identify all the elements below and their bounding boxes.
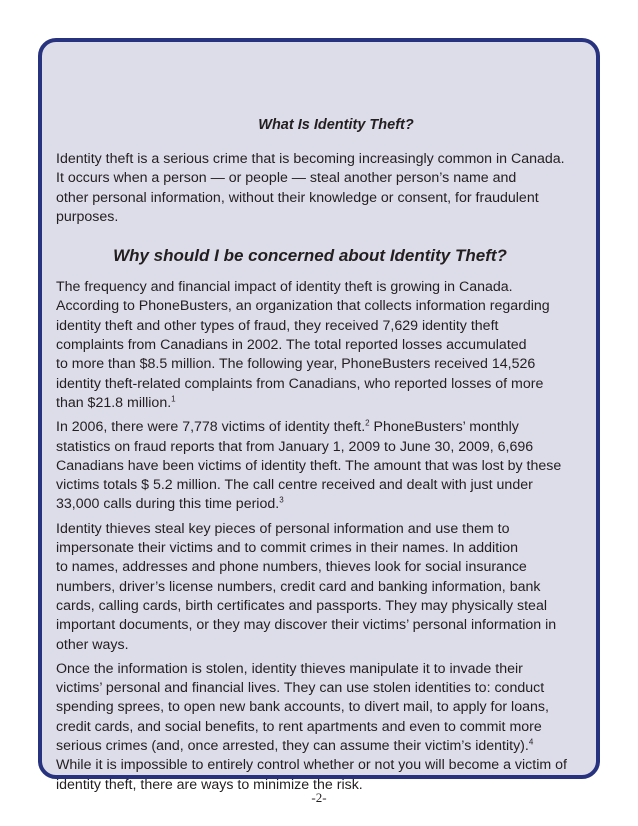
paragraph-text: Identity thieves steal key pieces of personal information and use them to impersonate their victims and to commit crimes in their names. In addition to names, addresses and phone numbers, thieves look for social insurance numbers, driver’s license numbers, credit card and banking information, bank cards, calling cards, birth certificates and passports. They may physically steal important documents, or they may discover their victims’ personal information in other ways. [56,520,557,653]
footnote-marker: 4 [528,737,534,747]
footnote-marker: 3 [279,495,284,505]
paragraph-text: While it is impossible to entirely control whether or not you will become a victim of identity theft, there are ways to minimize the risk. [56,757,567,793]
paragraph-how-info-is-used [56,660,576,795]
paragraph-text: PhoneBusters’ monthly statistics on fraud reports that from January 1, 2009 to June 30, 2009, 6,696 Canadians have been victims of identity theft. The amount that was lost by these victims totals $ 5.2 million. The call centre received and dealt with just under 33,000 calls during this time period. [56,419,562,513]
content-panel [38,38,600,793]
paragraph-what-thieves-steal [56,520,576,655]
paragraph-text: The frequency and financial impact of identity theft is growing in Canada. According to PhoneBusters, an organization that collects information regarding identity theft and other types of fraud, they received 7,629 identity theft complaints from Canadians in 2002. The total reported losses accumulated to more than $8.5 million. The following year, PhoneBusters received 14,526 identity theft-related complaints from Canadians, who reported losses of more than $21.8 million. [56,279,550,411]
paragraph-text: Once the information is stolen, identity thieves manipulate it to invade their victims’ personal and financial lives. They can use stolen identities to: conduct spending sprees, to open new bank accounts, to divert mail, to apply for loans, credit cards, and social benefits, to rent apartments and even to commit more serious crimes (and, once arrested, they can assume their victim’s identity). [56,660,549,755]
page-number: -2- [311,790,327,805]
paragraph-frequency [56,278,576,413]
page-title: What Is Identity Theft? [258,117,414,133]
intro-paragraph: Identity theft is a serious crime that is becoming increasingly common in Canada. It occurs when a person — or people — steal another person’s name and other personal information, without their knowledge or consent, for fraudulent purposes. [56,151,565,225]
footnote-marker: 1 [171,394,176,404]
section-heading: Why should I be concerned about Identity Theft? [113,246,507,266]
paragraph-2006-statistics [56,418,576,514]
paragraph-text: In 2006, there were 7,778 victims of identity theft. [56,419,366,436]
footnote-marker: 2 [365,418,370,428]
